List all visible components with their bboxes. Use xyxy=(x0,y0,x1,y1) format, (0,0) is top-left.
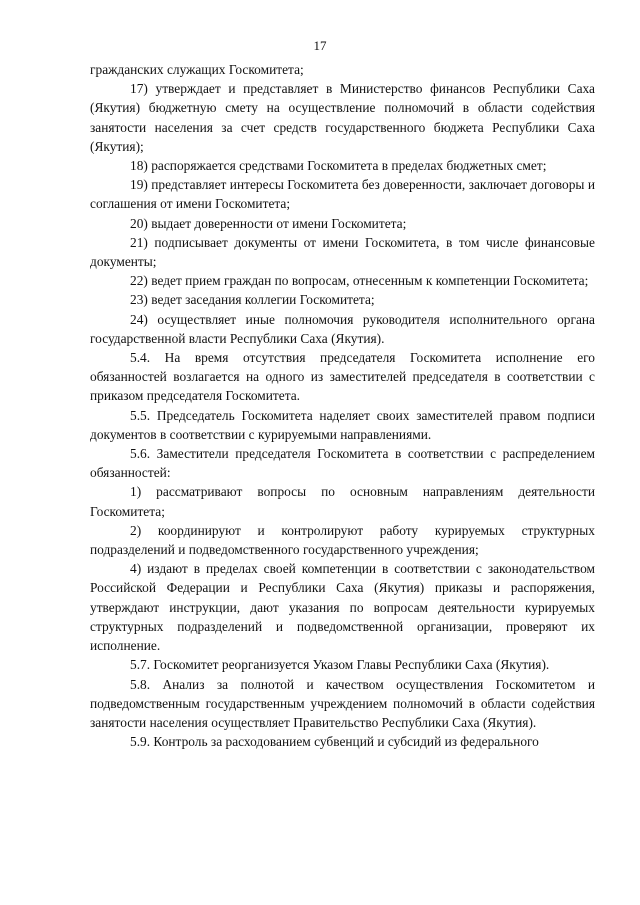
paragraph-section-5-9: 5.9. Контроль за расходованием субвенций и субсидий из федерального xyxy=(130,734,539,750)
page-number: 17 xyxy=(313,38,327,53)
paragraph-section-5-7: 5.7. Госкомитет реорганизуется Указом Главы Республики Саха (Якутия). xyxy=(130,657,550,673)
paragraph-item-20: 20) выдает доверенности от имени Госкомитета; xyxy=(130,215,407,231)
paragraph-continuation: гражданских служащих Госкомитета; xyxy=(90,62,304,77)
paragraph-section-5-8: 5.8. Анализ за полнотой и качеством осуществления Госкомитетом и подведомственным государственным учреждением полномочий в области содействия занятости населения осуществляет Правительство Республики Саха (Якутия). xyxy=(90,676,595,730)
paragraph-section-5-5: 5.5. Председатель Госкомитета наделяет своих заместителей правом подписи документов в соответствии с курируемыми направлениями. xyxy=(90,407,595,442)
paragraph-item-17: 17) утверждает и представляет в Министерство финансов Республики Саха (Якутия) бюджетную смету на осуществление полномочий в области содействия занятости населения за счет средств государственного бюджета Республики Саха (Якутия); xyxy=(90,81,595,154)
paragraph-subitem-1: 1) рассматривают вопросы по основным направлениям деятельности Госкомитета; xyxy=(90,484,595,519)
paragraph-item-23: 23) ведет заседания коллегии Госкомитета; xyxy=(130,292,375,308)
paragraph-subitem-4: 4) издают в пределах своей компетенции в соответствии с законодательством Российской Федерации и Республики Саха (Якутия) приказы и распоряжения, утверждают инструкции, дают указания по вопросам деятельности курируемых структурных подразделений и подведомственной организации, проверяют их исполнение. xyxy=(90,561,595,654)
paragraph-item-24: 24) осуществляет иные полномочия руководителя исполнительного органа государственной власти Республики Саха (Якутия). xyxy=(90,311,595,346)
paragraph-item-18: 18) распоряжается средствами Госкомитета в пределах бюджетных смет; xyxy=(130,158,547,174)
paragraph-subitem-2: 2) координируют и контролируют работу курируемых структурных подразделений и подведомственного государственного учреждения; xyxy=(90,522,595,558)
paragraph-item-22: 22) ведет прием граждан по вопросам, отнесенным к компетенции Госкомитета; xyxy=(130,273,589,289)
paragraph-item-19: 19) представляет интересы Госкомитета без доверенности, заключает договоры и соглашения от имени Госкомитета; xyxy=(90,177,595,212)
document-body xyxy=(90,60,595,751)
paragraph-section-5-4: 5.4. На время отсутствия председателя Госкомитета исполнение его обязанностей возлагается на одного из заместителей председателя в соответствии с приказом председателя Госкомитета. xyxy=(90,350,595,404)
paragraph-item-21: 21) подписывает документы от имени Госкомитета, в том числе финансовые документы; xyxy=(90,234,595,270)
paragraph-section-5-6: 5.6. Заместители председателя Госкомитета в соответствии с распределением обязанностей: xyxy=(90,446,595,481)
